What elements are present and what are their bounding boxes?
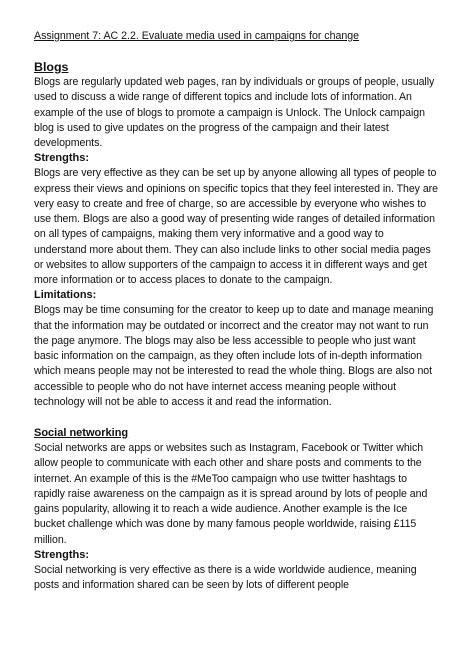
blogs-intro-paragraph: Blogs are regularly updated web pages, ran by individuals or groups of people, usually used to discuss a wide range of different topics and include lots of information. An example of the use of blogs to promote a campaign is Unlock. The Unlock campaign blog is used to give updates on the progress of the campaign and their latest developments. <box>34 76 435 149</box>
blogs-limitations-heading: Limitations: <box>34 289 97 302</box>
social-networking-strengths-heading: Strengths: <box>34 548 89 561</box>
blogs-strengths-paragraph: Blogs are very effective as they can be set up by anyone allowing all types of people to express their views and opinions on specific topics that they feel interested in. They are very easy to create and free of charge, so are accessible by everyone who wishes to use them. Blogs are also a good way of presenting wide ranges of detailed information on all types of campaigns, making them very informative and a good way to understand more about them. They can also include links to other social media pages or websites to allow supporters of the campaign to access it in different ways and get more information or to access places to donate to the campaign. <box>34 167 438 286</box>
blogs-strengths-heading: Strengths: <box>34 152 89 165</box>
social-networking-heading: Social networking <box>34 427 129 439</box>
blogs-limitations-paragraph: Blogs may be time consuming for the creator to keep up to date and manage meaning that the information may be outdated or incorrect and the creator may not want to run the page anymore. The blogs may also be less accessible to people who just want basic information on the campaign, as they often include lots of in-depth information which means people may not be interested to read the whole thing. Blogs are also not accessible to people who do not have internet access meaning people without technology will not be able to access it and read the information. <box>34 304 434 408</box>
blogs-section <box>34 60 438 410</box>
blogs-heading: Blogs <box>34 60 69 74</box>
section-spacer <box>34 410 438 426</box>
social-networking-strengths-paragraph: Social networking is very effective as there is a wide worldwide audience, meaning posts and information shared can be seen by lots of different people <box>34 563 417 591</box>
social-networking-intro-paragraph: Social networks are apps or websites such as Instagram, Facebook or Twitter which allow people to communicate with each other and share posts and comments to the internet. An example of this is the #MeToo campaign who use twitter hashtags to rapidly raise awareness on the campaign as it is spread around by lots of people and gains popularity, allowing it to reach a wide audience. Another example is the Ice bucket challenge which was done by many famous people worldwide, raising £115 million. <box>34 442 428 546</box>
social-networking-section <box>34 426 438 593</box>
document-title: Assignment 7: AC 2.2. Evaluate media used in campaigns for change <box>34 30 360 42</box>
